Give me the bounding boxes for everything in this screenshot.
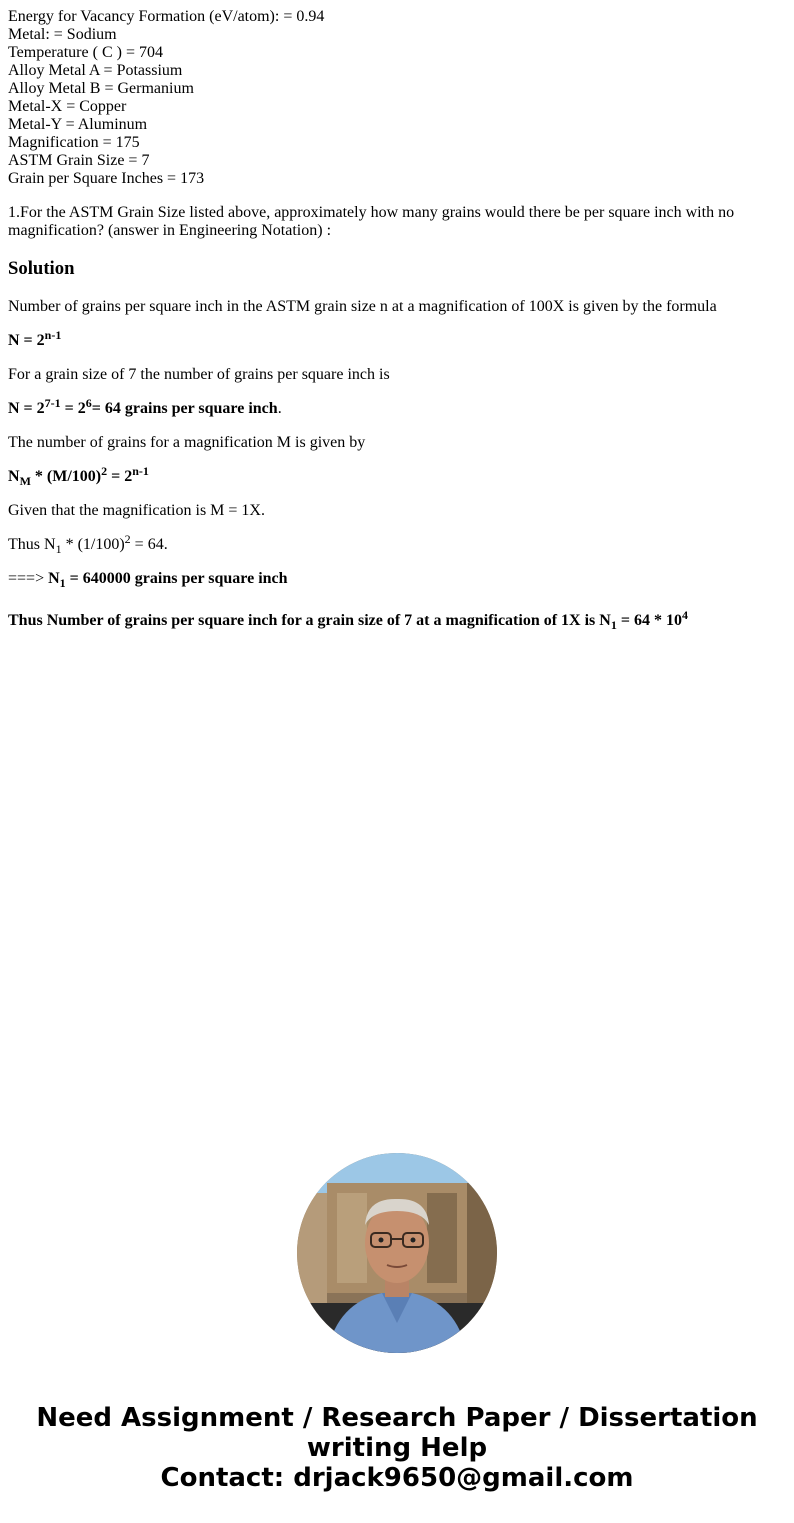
- given-metal-y: Metal-Y = Aluminum: [8, 116, 148, 133]
- promo-contact-line: Contact: drjack9650@gmail.com: [160, 1463, 634, 1493]
- document-body: [8, 8, 786, 646]
- solution-paragraph-1: Number of grains per square inch in the ASTM grain size n at a magnification of 100X is given by the formula: [8, 298, 717, 315]
- given-magnification: Magnification = 175: [8, 134, 140, 151]
- given-alloy-a: Alloy Metal A = Potassium: [8, 62, 183, 79]
- promo-line-1: Need Assignment / Research Paper / Dissertation: [36, 1403, 758, 1433]
- promo-banner: [0, 1403, 794, 1493]
- question-text: 1.For the ASTM Grain Size listed above, approximately how many grains would there be per square inch with no magnification? (answer in Engineering Notation) :: [8, 204, 735, 239]
- final-answer: Thus Number of grains per square inch for a grain size of 7 at a magnification of 1X is $N_1 = 64 * 10^4$: [8, 608, 688, 632]
- given-temperature: Temperature ( C ) = 704: [8, 44, 163, 61]
- solution-paragraph-5: Thus $N_1 * (1/100)^2 = 64$.: [8, 532, 168, 556]
- given-energy: Energy for Vacancy Formation (eV/atom): = 0.94: [8, 8, 325, 25]
- avatar-portrait-image: [297, 1153, 497, 1353]
- solution-paragraph-3: The number of grains for a magnification M is given by: [8, 434, 366, 451]
- formula-3: $N_M * (M/100)^2 = 2^{n-1}$: [8, 464, 149, 488]
- given-metal-x: Metal-X = Copper: [8, 98, 127, 115]
- solution-paragraph-6: ===> $N_1 = 640000$ grains per square inch: [8, 570, 288, 590]
- solution-heading: Solution: [8, 258, 75, 279]
- given-grains-per-sq-inch: Grain per Square Inches = 173: [8, 170, 205, 187]
- formula-2: $N = 2^{7-1} = 2^6= 64$ grains per square inch.: [8, 396, 282, 417]
- formula-1: $N = 2^{n-1}$: [8, 328, 62, 349]
- given-values-list: [8, 8, 786, 188]
- given-metal: Metal: = Sodium: [8, 26, 117, 43]
- solution-paragraph-2: For a grain size of 7 the number of grains per square inch is: [8, 366, 390, 383]
- author-avatar: [297, 1153, 497, 1353]
- given-astm-grain-size: ASTM Grain Size = 7: [8, 152, 150, 169]
- solution-paragraph-4: Given that the magnification is M = 1X.: [8, 502, 265, 519]
- given-alloy-b: Alloy Metal B = Germanium: [8, 80, 194, 97]
- promo-line-2: writing Help: [306, 1433, 488, 1463]
